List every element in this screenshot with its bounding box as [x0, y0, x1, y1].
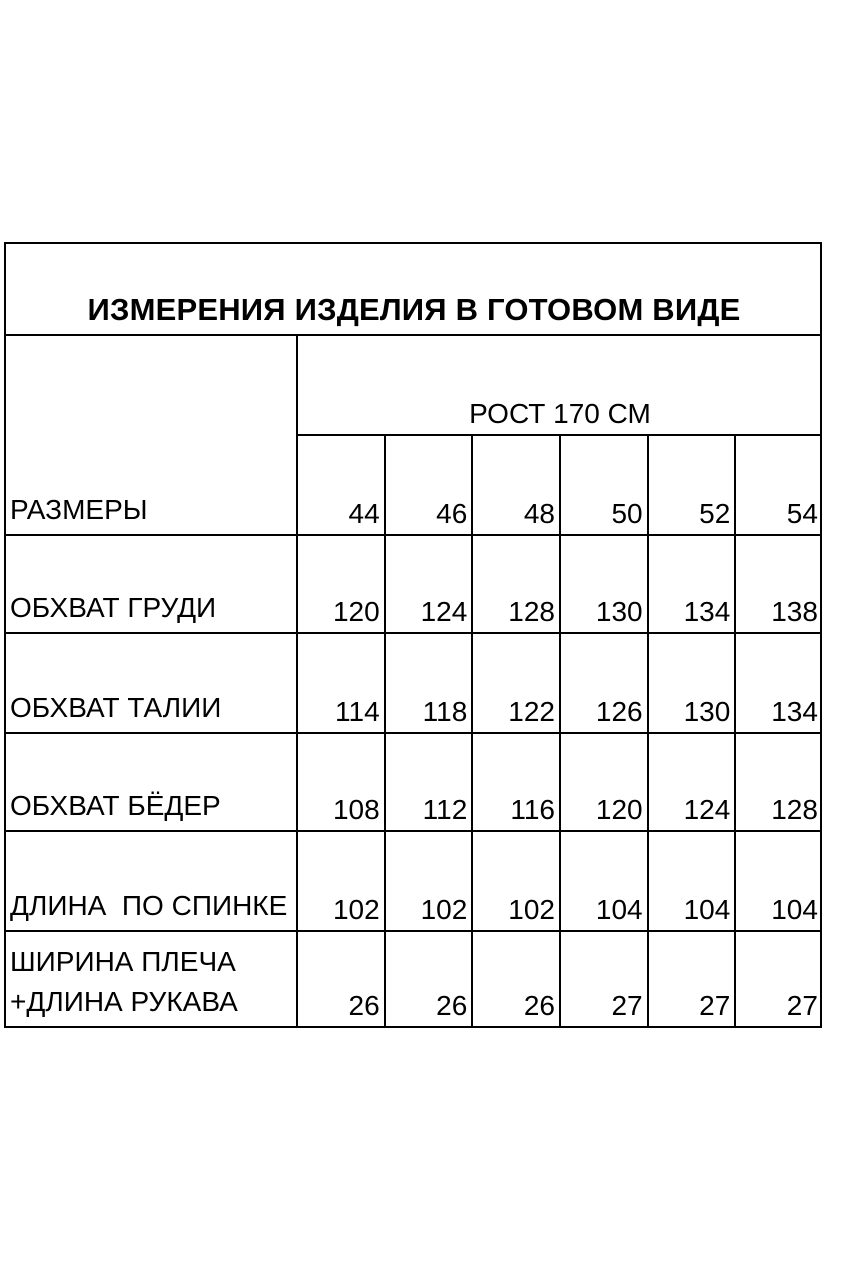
value-cell: 122 — [471, 634, 559, 732]
row-label — [6, 536, 296, 632]
table-row — [6, 536, 822, 634]
value-cell: 130 — [559, 536, 647, 632]
value-cell: 126 — [559, 634, 647, 732]
size-cell: 44 — [296, 436, 384, 534]
table-row — [6, 634, 822, 734]
row-label-line: ОБХВАТ ТАЛИИ — [10, 692, 222, 723]
value-cell: 112 — [384, 734, 472, 830]
size-cell: 54 — [734, 436, 822, 534]
size-cell: 46 — [384, 436, 472, 534]
sizes-row — [6, 436, 822, 536]
table-title: ИЗМЕРЕНИЯ ИЗДЕЛИЯ В ГОТОВОМ ВИДЕ — [6, 244, 822, 336]
row-label-line: +ДЛИНА РУКАВА — [10, 986, 238, 1017]
table-row — [6, 734, 822, 832]
value-cell: 118 — [384, 634, 472, 732]
value-cell: 128 — [734, 734, 822, 830]
height-label: РОСТ 170 СМ — [296, 336, 822, 436]
value-cell: 27 — [647, 932, 735, 1026]
value-cell: 27 — [734, 932, 822, 1026]
row-label — [6, 734, 296, 830]
value-cell: 26 — [296, 932, 384, 1026]
value-cell: 134 — [647, 536, 735, 632]
row-label — [6, 634, 296, 732]
value-cell: 102 — [384, 832, 472, 930]
value-cell: 108 — [296, 734, 384, 830]
value-cell: 104 — [734, 832, 822, 930]
row-label — [6, 832, 296, 930]
size-cell: 52 — [647, 436, 735, 534]
row-label — [6, 932, 296, 1026]
value-cell: 120 — [296, 536, 384, 632]
value-cell: 102 — [296, 832, 384, 930]
value-cell: 104 — [559, 832, 647, 930]
value-cell: 124 — [647, 734, 735, 830]
value-cell: 134 — [734, 634, 822, 732]
value-cell: 114 — [296, 634, 384, 732]
table-row — [6, 832, 822, 932]
value-cell: 26 — [471, 932, 559, 1026]
table-row — [6, 932, 822, 1026]
sizes-row-label — [6, 436, 296, 534]
value-cell: 26 — [384, 932, 472, 1026]
size-table — [4, 242, 822, 1028]
value-cell: 27 — [559, 932, 647, 1026]
size-cell: 50 — [559, 436, 647, 534]
value-cell: 138 — [734, 536, 822, 632]
value-cell: 104 — [647, 832, 735, 930]
value-cell: 102 — [471, 832, 559, 930]
row-label-line: ОБХВАТ БЁДЕР — [10, 790, 221, 821]
sizes-label: РАЗМЕРЫ — [10, 494, 148, 525]
row-label-line: ШИРИНА ПЛЕЧА — [10, 946, 236, 977]
value-cell: 130 — [647, 634, 735, 732]
row-label-line: ДЛИНА ПО СПИНКЕ — [10, 890, 288, 921]
value-cell: 116 — [471, 734, 559, 830]
size-cell: 48 — [471, 436, 559, 534]
row-label-line: ОБХВАТ ГРУДИ — [10, 592, 217, 623]
value-cell: 128 — [471, 536, 559, 632]
header-spacer — [6, 336, 296, 436]
value-cell: 124 — [384, 536, 472, 632]
value-cell: 120 — [559, 734, 647, 830]
